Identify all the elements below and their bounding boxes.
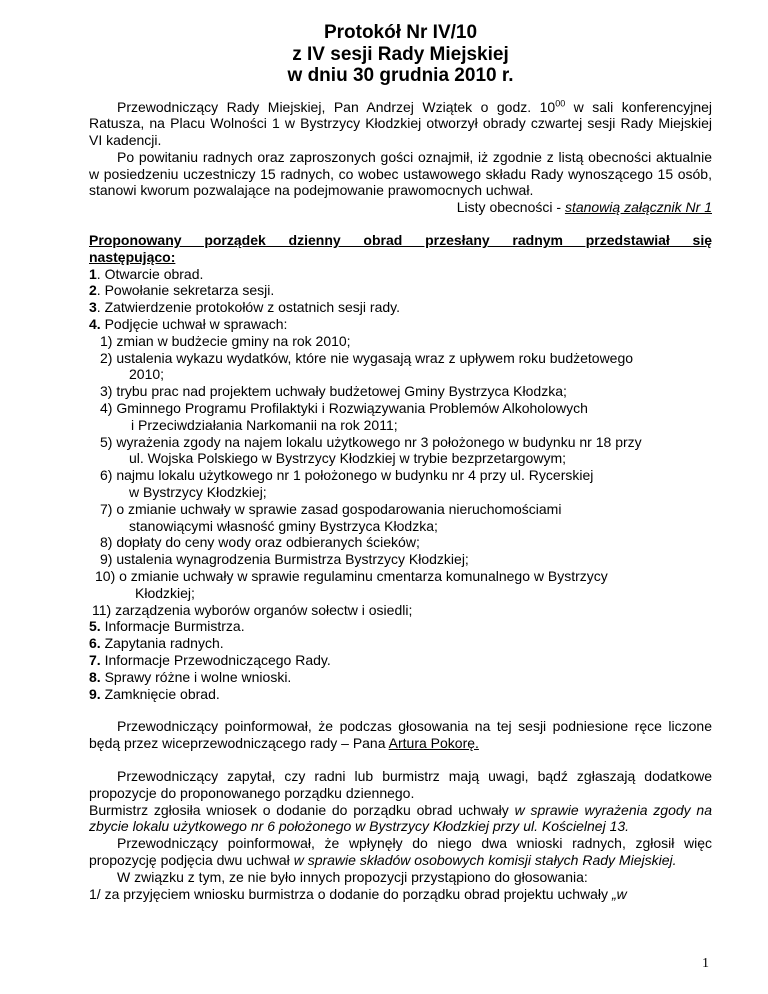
- paragraph-chair-motion: Przewodniczący poinformował, że wpłynęły do niego dwa wnioski radnych, zgłosił więc propozycję podjęcia dwu uchwał w sprawie składów osobowych komisji stałych Rady Miejskiej.: [89, 835, 712, 868]
- paragraph-mayor-motion: Burmistrz zgłosiła wniosek o dodanie do porządku obrad uchwały w sprawie wyrażenia zgody na zbycie lokalu użytkowego nr 6 położonego w Bystrzycy Kłodzkiej przy ul. Kościelnej 13.: [89, 801, 712, 835]
- intro-paragraph-2: Po powitaniu radnych oraz zaproszonych gości oznajmił, iż zgodnie z listą obecności aktualnie w posiedzeniu uczestniczy 15 radnych, co wobec ustawowego składu Rady wynoszącego 15 osób, stanowi kworum pozwalające na podejmowanie prawomocnych uchwał.: [89, 148, 712, 199]
- agenda: [89, 232, 712, 702]
- agenda-subitem: 9) ustalenia wynagrodzenia Burmistrza Bystrzycy Kłodzkiej;: [100, 551, 469, 568]
- agenda-item: 4. Podjęcie uchwał w sprawach:: [89, 316, 288, 333]
- agenda-subitem: 5) wyrażenia zgody na najem lokalu użytkowego nr 3 położonego w budynku nr 18 przy ul. Wojska Polskiego w Bystrzycy Kłodzkiej w trybie bezprzetargowym;: [100, 433, 642, 467]
- agenda-item: 7. Informacje Przewodniczącego Rady.: [89, 652, 331, 668]
- document-title: [89, 22, 712, 87]
- agenda-subitem: 2) ustalenia wykazu wydatków, które nie wygasają wraz z upływem roku budżetowego 2010;: [100, 349, 634, 383]
- agenda-heading-cont: następująco:: [89, 248, 176, 265]
- paragraph-vote-counting: Przewodniczący poinformował, że podczas głosowania na tej sesji podniesione ręce liczone będą przez wiceprzewodniczącego rady – Pana Artura Pokorę.: [89, 718, 712, 752]
- title-line-3: w dniu 30 grudnia 2010 r.: [287, 65, 514, 86]
- page-number: 1: [702, 956, 709, 971]
- attachment-note: Listy obecności - stanowią załącznik Nr 1: [456, 199, 712, 216]
- intro-paragraph-1: Przewodniczący Rady Miejskiej, Pan Andrzej Wziątek o godz. $10^{00}$ w sali konferencyjnej Ratusza, na Placu Wolności 1 w Bystrzycy Kłodzkiej otworzył obrady czwartej sesji Rady Miejskiej VI kadencji.: [89, 97, 713, 149]
- agenda-subitem: 4) Gminnego Programu Profilaktyki i Rozwiązywania Problemów Alkoholowych i Przeciwdziałania Narkomanii na rok 2011;: [100, 400, 588, 433]
- agenda-item: 5. Informacje Burmistrza.: [89, 618, 245, 635]
- agenda-item: 2. Powołanie sekretarza sesji.: [89, 282, 275, 299]
- paragraph-vote-1: 1/ za przyjęciem wniosku burmistrza o dodanie do porządku obrad projektu uchwały „w: [89, 885, 627, 902]
- agenda-subitem: 11) zarządzenia wyborów organów sołectw i osiedli;: [92, 601, 413, 618]
- agenda-subitem: 3) trybu prac nad projektem uchwały budżetowej Gminy Bystrzyca Kłodzka;: [100, 383, 567, 400]
- paragraph-voting: W związku z tym, ze nie było innych propozycji przystąpiono do głosowania:: [117, 868, 588, 885]
- agenda-subitem: 7) o zmianie uchwały w sprawie zasad gospodarowania nieruchomościami stanowiącymi własność gminy Bystrzyca Kłodzka;: [100, 500, 562, 534]
- agenda-item: 1. Otwarcie obrad.: [89, 265, 204, 282]
- agenda-item: 9. Zamknięcie obrad.: [89, 685, 220, 702]
- paragraph-question: Przewodniczący zapytał, czy radni lub burmistrz mają uwagi, bądź zgłaszają dodatkowe propozycje do proponowanego porządku dziennego.: [89, 767, 712, 801]
- agenda-heading: Proponowany porządek dzienny obrad przesłany radnym przedstawiał się: [89, 232, 712, 249]
- time-superscript: 00: [555, 97, 566, 108]
- agenda-item: 6. Zapytania radnych.: [89, 635, 224, 652]
- agenda-item: 8. Sprawy różne i wolne wnioski.: [89, 668, 292, 685]
- vice-chair-name: Artura Pokorę.: [388, 735, 479, 752]
- agenda-subitem: 6) najmu lokalu użytkowego nr 1 położonego w budynku nr 4 przy ul. Rycerskiej w Bystrzycy Kłodzkiej;: [100, 467, 594, 501]
- agenda-subitem: 1) zmian w budżecie gminy na rok 2010;: [100, 332, 351, 349]
- document-page: [89, 22, 712, 902]
- agenda-subitem: 10) o zmianie uchwały w sprawie regulaminu cmentarza komunalnego w Bystrzycy Kłodzkiej;: [95, 568, 608, 601]
- agenda-subitem: 8) dopłaty do ceny wody oraz odbieranych ścieków;: [100, 534, 420, 551]
- title-line-2: z IV sesji Rady Miejskiej: [292, 43, 509, 65]
- agenda-item: 3. Zatwierdzenie protokołów z ostatnich sesji rady.: [89, 299, 401, 316]
- title-line-1: Protokół Nr IV/10: [323, 22, 478, 43]
